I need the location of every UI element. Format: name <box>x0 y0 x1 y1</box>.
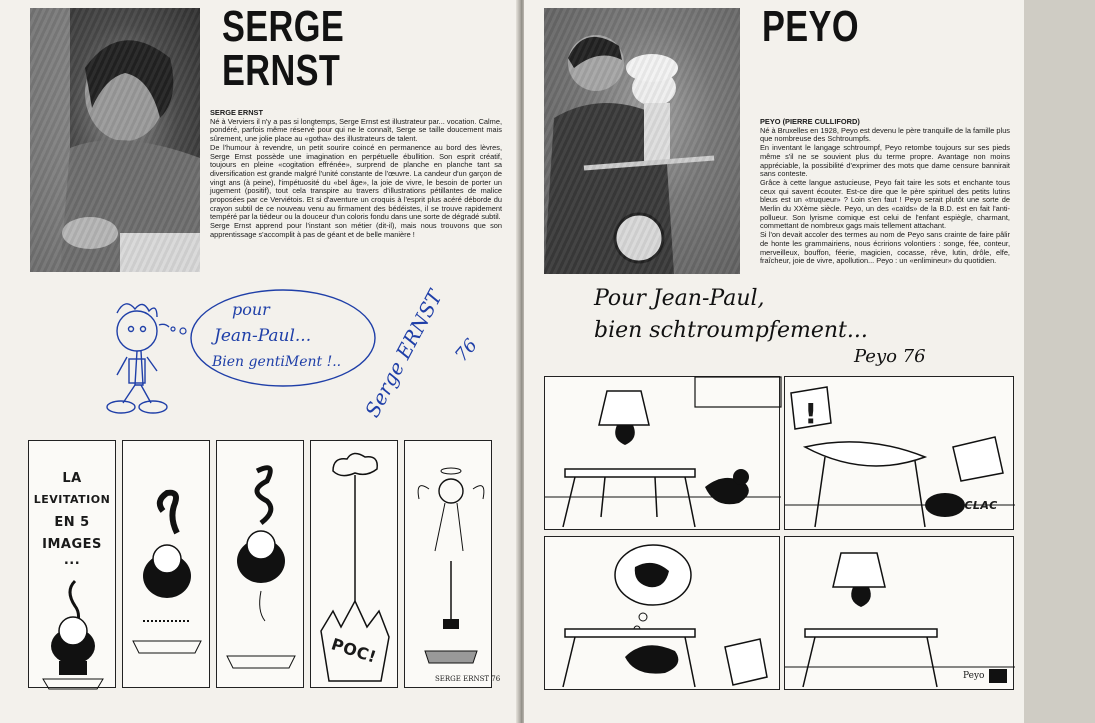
peyo-dedication-line-2: bien schtroumpfement... <box>594 318 868 343</box>
angel-cat-drawing <box>405 441 493 689</box>
cat-thought-drawing <box>545 537 781 691</box>
strip-panel-5 <box>404 440 501 688</box>
peyo-bio <box>760 118 1010 266</box>
strip-label-images: IMAGES <box>42 537 102 552</box>
peyo-photo <box>544 8 740 274</box>
dedication-line-3: Bien gentiMent !.. <box>212 354 342 370</box>
lamp-restored-drawing <box>785 537 1015 691</box>
comic-panel-2 <box>784 376 1014 530</box>
cat-drawing <box>217 441 305 689</box>
serge-ernst-bio <box>210 109 502 240</box>
bio-paragraph: Né à Verviers il n'y a pas si longtemps, Serge Ernst est illustrateur par... vocation. Calme, pondéré, parfois même réservé pour qui ne le connaît, Serge se taille doucement mais sûrement, une jolie place au «gotha» des illustrateurs de talent. <box>210 116 502 144</box>
serge-ernst-photo <box>30 8 200 272</box>
right-page-title: PEYO <box>762 2 859 51</box>
peyo-dedication-line-1: Pour Jean-Paul, <box>594 286 765 311</box>
cat-drawing <box>123 441 211 689</box>
strip-signature: SERGE ERNST 76 <box>435 675 501 683</box>
cat-drawing <box>29 561 117 689</box>
comic-panel-4 <box>784 536 1014 690</box>
clac-sfx: CLAC <box>964 499 998 512</box>
strip-panel-1 <box>28 440 116 688</box>
bio-paragraph: De l'humour à revendre, un petit sourire coincé en permanence au bord des lèvres, Serge Ernst possède une imagination en perpétuelle ébullition. Son esprit créatif, toujours en pleine «cogitation effrénée», surprend de planche en planche tant sa diversification est grande malgré l'unité constante de l'œuvre. La candeur d'un garçon de vingt ans (à peine), l'impétuosité du «bel âge», la joie de vivre, le besoin de porter un jugement (positif), tout cela transpire au travers d'illustrations pétillantes de malice proposées par ce Verviétois. Et si d'aventure un croquis à l'esprit plus acéré déborde du crayon subtil de ce nouveau venu au firmament des bédéistes, il se trouve rapidement tempéré par la tiédeur ou la douceur d'un coloris fondu dans une sorte de dégradé subtil. <box>210 142 502 222</box>
strip-panel-3 <box>216 440 304 688</box>
left-page <box>0 0 518 723</box>
ernst-signature-year: 76 <box>451 334 482 367</box>
bio-paragraph: En inventant le langage schtroumpf, Peyo retombe toujours sur ses pieds même s'il ne se souvient plus du terme propre. Avantage non moins appréciable, la possibilité d'exprimer des mots que dame censure bannirait sans conteste. <box>760 143 1010 179</box>
comic-signature: Peyo <box>963 671 985 681</box>
strip-label-levitation: LEVITATION <box>33 493 111 506</box>
peyo-signature: Peyo 76 <box>854 346 926 367</box>
bio-paragraph: Né à Bruxelles en 1928, Peyo est devenu le père tranquille de la famille plus que nombreuse des Schtroumpfs. <box>760 125 1010 144</box>
bio-heading: SERGE ERNST <box>210 108 263 117</box>
strip-panel-4 <box>310 440 398 688</box>
bio-paragraph: Grâce à cette langue astucieuse, Peyo fait taire les sots et enchante tous ceux qui savent écouter. Est-ce dire que le père spirituel des petits lutins bleus est un «truqueur» ? Loin s'en faut ! Peyo serait plutôt une sorte de Merlin du XXème siècle. Peyo, un des «caïds» de la B.D. est en fait l'anti-pollueur. Son lyrisme comique est celui de l'enfant espiègle, charmant, commettant de nombreux gags mais tellement attachant. <box>760 177 1010 231</box>
strip-label-la: LA <box>62 471 82 486</box>
dedication-line-2: Jean-Paul... <box>214 326 312 346</box>
bio-paragraph: Serge Ernst apprend pour l'instant son métier (dit-il), mais nous trouvons que son apprentissage s'accomplit à pas de géant et de belle manière ! <box>210 221 502 239</box>
poc-sfx: POC! <box>329 634 379 667</box>
bio-heading: PEYO (PIERRE CULLIFORD) <box>760 117 860 126</box>
left-page-title: SERGE ERNST <box>222 2 345 95</box>
exclaim-sfx: ! <box>804 397 818 430</box>
comic-panel-3 <box>544 536 780 690</box>
bio-paragraph: Si l'on devait accoler des termes au nom de Peyo sans crainte de faire pâlir de honte les grammairiens, nous écririons volontiers : songe, fée, conteur, merveilleux, bouffon, féerie, magicien, cocasse, rêve, lutin, drôle, elfe, fraîcheur, joie de vivre, apollution... Peyo : un «enlimineur» du quotidien. <box>760 230 1010 266</box>
strip-label-ellipsis: ... <box>63 553 81 568</box>
dedication-line-1: pour <box>232 300 270 319</box>
strip-label-en5: EN 5 <box>54 515 90 530</box>
right-page <box>524 0 1024 723</box>
ernst-signature: Serge ERNST <box>360 286 448 422</box>
strip-panel-2 <box>122 440 210 688</box>
